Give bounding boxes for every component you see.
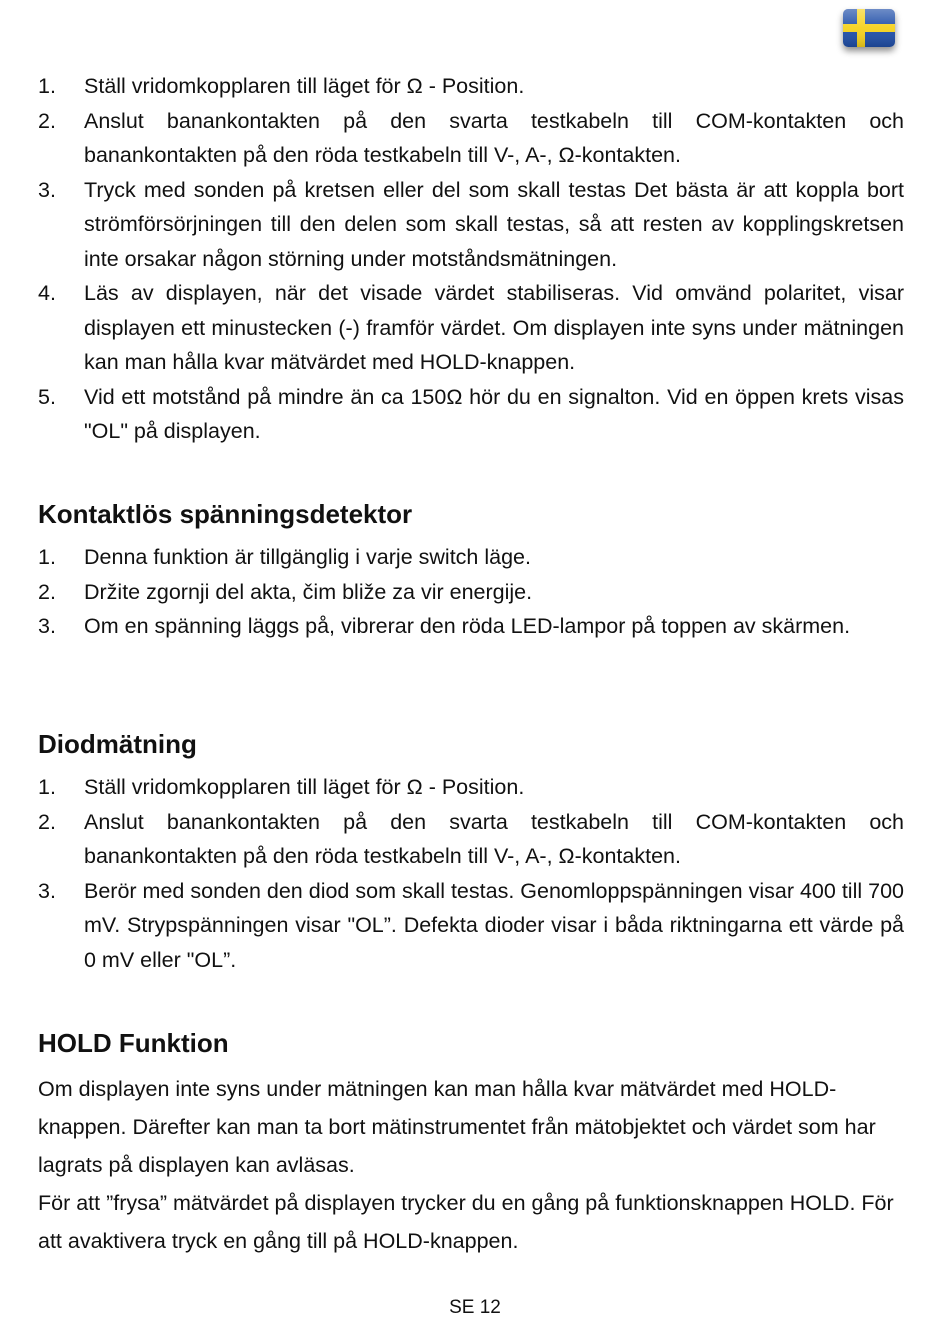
- section-title-ncv: Kontaktlös spänningsdetektor: [38, 499, 413, 529]
- step-text: Berör med sonden den diod som skall testas. Genomloppspänningen visar 400 till 700 mV. Strypspänningen visar "OL”. Defekta dioder visar i båda riktningarna ett värde på 0 mV eller "OL”.: [84, 878, 904, 972]
- list-item: [38, 173, 904, 277]
- hold-description: [38, 1070, 904, 1260]
- step-text: Ställ vridomkopplaren till läget för Ω - Position.: [84, 74, 525, 98]
- step-number: 2.: [38, 108, 56, 133]
- list-item: [38, 609, 904, 644]
- step-number: 1.: [38, 74, 56, 98]
- step-text: Anslut banankontakten på den svarta testkabeln till COM-kontakten och banankontakten på den röda testkabeln till V-, A-, Ω-kontakten.: [84, 108, 904, 167]
- list-item: [38, 874, 904, 978]
- step-number: 3.: [38, 614, 56, 638]
- sweden-flag-icon: [843, 9, 895, 47]
- paragraph: För att ”frysa” mätvärdet på displayen trycker du en gång på funktionsknappen HOLD. För att avaktivera tryck en gång till på HOLD-knappen.: [38, 1191, 894, 1253]
- step-number: 1.: [38, 545, 56, 569]
- list-item: [38, 104, 904, 173]
- resistance-steps-list: [38, 69, 904, 449]
- step-number: 1.: [38, 775, 56, 799]
- list-item: [38, 575, 904, 610]
- step-text: Tryck med sonden på kretsen eller del som skall testas Det bästa är att koppla bort strömförsörjningen till den delen som skall testas, så att resten av kopplingskretsen inte orsakar någon störning under motståndsmätningen.: [84, 177, 904, 271]
- list-item: [38, 540, 904, 575]
- paragraph: Om displayen inte syns under mätningen kan man hålla kvar mätvärdet med HOLD-knappen. Därefter kan man ta bort mätinstrumentet från mätobjektet och värdet som har lagrats på displayen kan avläsas.: [38, 1077, 876, 1177]
- step-number: 3.: [38, 177, 56, 202]
- step-text: Vid ett motstånd på mindre än ca 150Ω hör du en signalton. Vid en öppen krets visas "OL" på displayen.: [84, 384, 904, 443]
- section-title-diode: Diodmätning: [38, 729, 197, 759]
- step-text: Om en spänning läggs på, vibrerar den röda LED-lampor på toppen av skärmen.: [84, 614, 851, 638]
- list-item: [38, 380, 904, 449]
- step-text: Läs av displayen, när det visade värdet stabiliseras. Vid omvänd polaritet, visar displayen ett minustecken (-) framför värdet. Om displayen inte syns under mätningen kan man hålla kvar mätvärdet med HOLD-knappen.: [84, 281, 904, 374]
- step-number: 2.: [38, 809, 56, 834]
- step-number: 3.: [38, 878, 56, 903]
- section-title-hold: HOLD Funktion: [38, 1028, 229, 1058]
- step-number: 5.: [38, 384, 56, 409]
- step-number: 2.: [38, 579, 56, 604]
- list-item: [38, 69, 904, 104]
- step-text: Denna funktion är tillgänglig i varje switch läge.: [84, 545, 531, 569]
- list-item: [38, 770, 904, 805]
- step-text: Držite zgornji del akta, čim bliže za vir energije.: [84, 579, 533, 604]
- step-text: Ställ vridomkopplaren till läget för Ω - Position.: [84, 775, 525, 799]
- page-number: SE 12: [449, 1297, 501, 1318]
- diode-steps-list: [38, 770, 904, 977]
- ncv-steps-list: [38, 540, 904, 644]
- list-item: [38, 805, 904, 874]
- list-item: [38, 276, 904, 380]
- step-number: 4.: [38, 281, 56, 305]
- step-text: Anslut banankontakten på den svarta testkabeln till COM-kontakten och banankontakten på den röda testkabeln till V-, A-, Ω-kontakten.: [84, 809, 904, 868]
